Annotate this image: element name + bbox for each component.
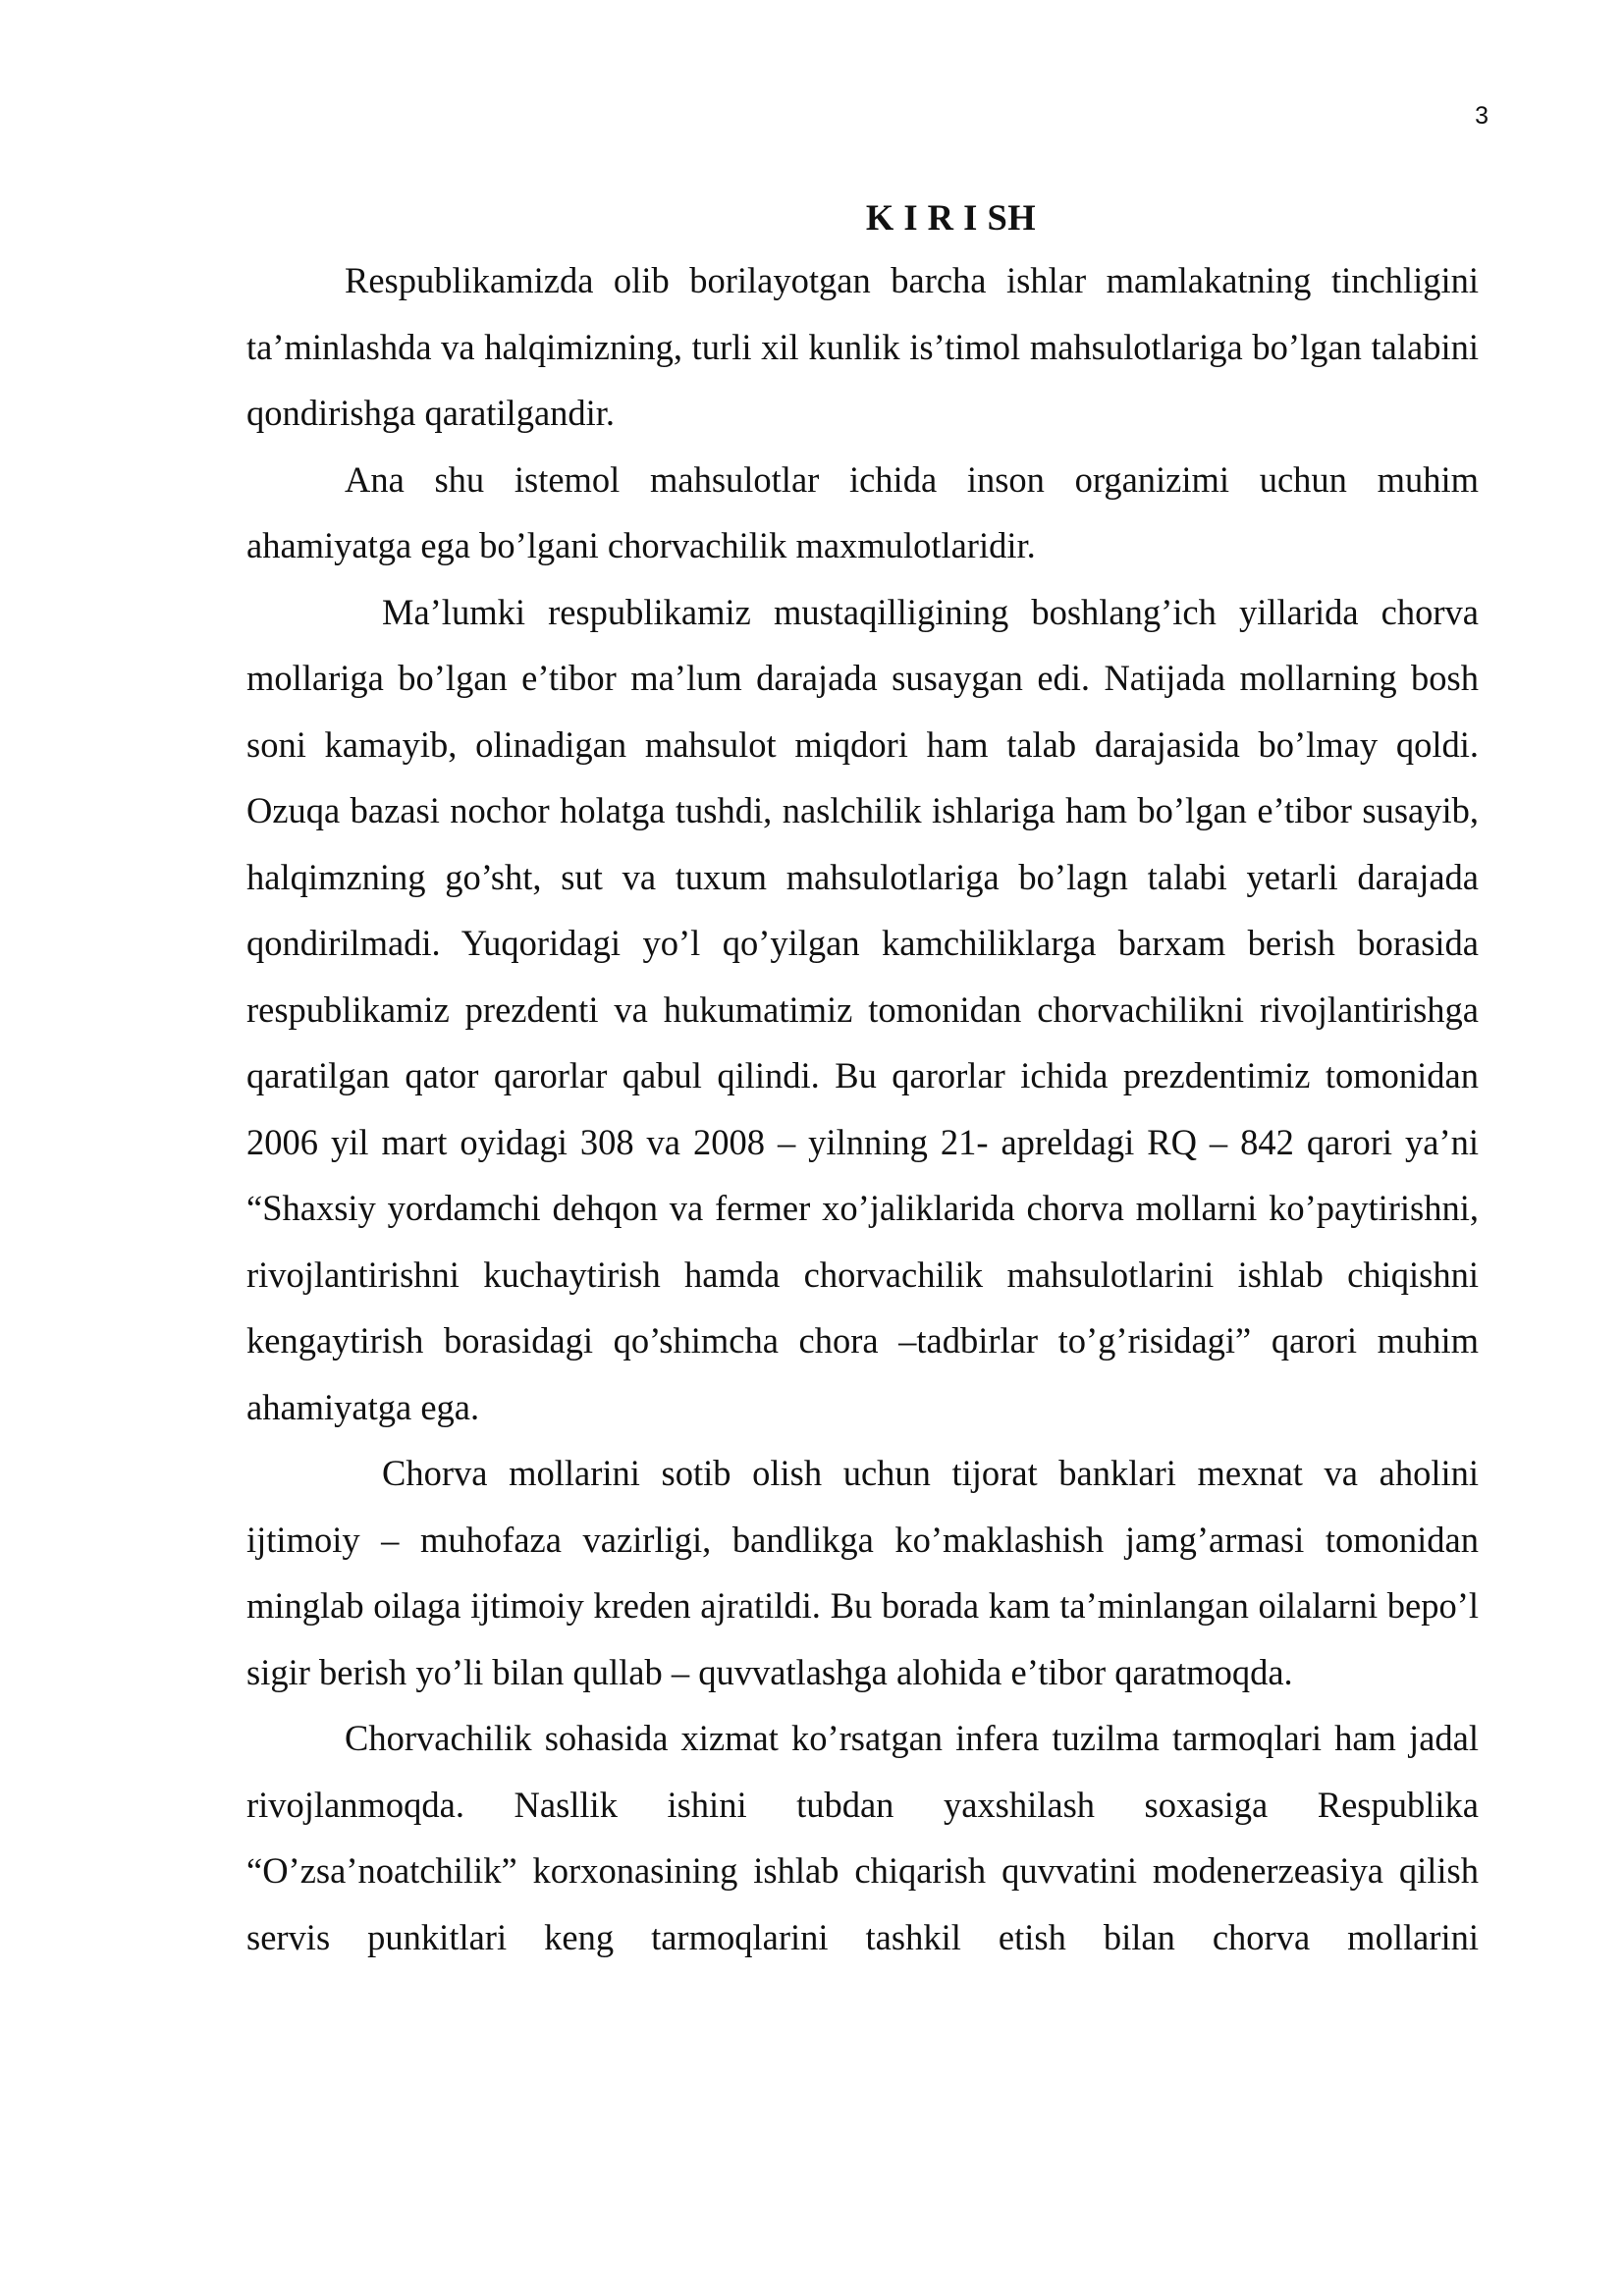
paragraph: Chorva mollarini sotib olish uchun tijorat banklari mexnat va aholini ijtimoiy – muhofaza vazirligi, bandlikga ko’maklashish jamg’armasi tomonidan minglab oilaga ijtimoiy kreden ajratildi. Bu borada kam ta’minlangan oilalarni bepo’l sigir berish yo’li bilan qullab – quvvatlashga alohida e’tibor qaratmoqda.	[246, 1453, 1479, 1692]
page-number: 3	[1475, 102, 1489, 130]
document-heading: K I R I SH	[865, 197, 1037, 238]
paragraph: Ana shu istemol mahsulotlar ichida inson organizimi uchun muhim ahamiyatga ega bo’lgani chorvachilik maxmulotlaridir.	[246, 458, 1479, 565]
paragraph: Chorvachilik sohasida xizmat ko’rsatgan infera tuzilma tarmoqlari ham jadal rivojlanmoqda. Nasllik ishini tubdan yaxshilash soxasiga Respublika “O’zsa’noatchilik” korxonasining ishlab chiqarish quvvatini modenerzeasiya qilish servis punkitlari keng tarmoqlarini tashkil etish bilan chorva mollarini	[246, 1718, 1479, 1957]
document-body	[246, 188, 1479, 1970]
paragraph: Ma’lumki respublikamiz mustaqilligining boshlang’ich yillarida chorva mollariga bo’lgan e’tibor ma’lum darajada susaygan edi. Natijada mollarning bosh soni kamayib, olinadigan mahsulot miqdori ham talab darajasida bo’lmay qoldi. Ozuqa bazasi nochor holatga tushdi, naslchilik ishlariga ham bo’lgan e’tibor susayib, halqimzning go’sht, sut va tuxum mahsulotlariga bo’lagn talabi yetarli darajada qondirilmadi. Yuqoridagi yo’l qo’yilgan kamchiliklarga barxam berish borasida respublikamiz prezdenti va hukumatimiz tomonidan chorvachilikni rivojlantirishga qaratilgan qator qarorlar qabul qilindi. Bu qarorlar ichida prezdentimiz tomonidan 2006 yil mart oyidagi 308 va 2008 – yilnning 21- apreldagi RQ – 842 qarori ya’ni “Shaxsiy yordamchi dehqon va fermer xo’jaliklarida chorva mollarni ko’paytirishni, rivojlantirishni kuchaytirish hamda chorvachilik mahsulotlarini ishlab chiqishni kengaytirish borasidagi qo’shimcha chora –tadbirlar to’g’risidagi” qarori muhim ahamiyatga ega.	[246, 591, 1479, 1427]
paragraph: Respublikamizda olib borilayotgan barcha ishlar mamlakatning tinchligini ta’minlashda va halqimizning, turli xil kunlik is’timol mahsulotlariga bo’lgan talabini qondirishga qaratilgandir.	[246, 260, 1479, 433]
